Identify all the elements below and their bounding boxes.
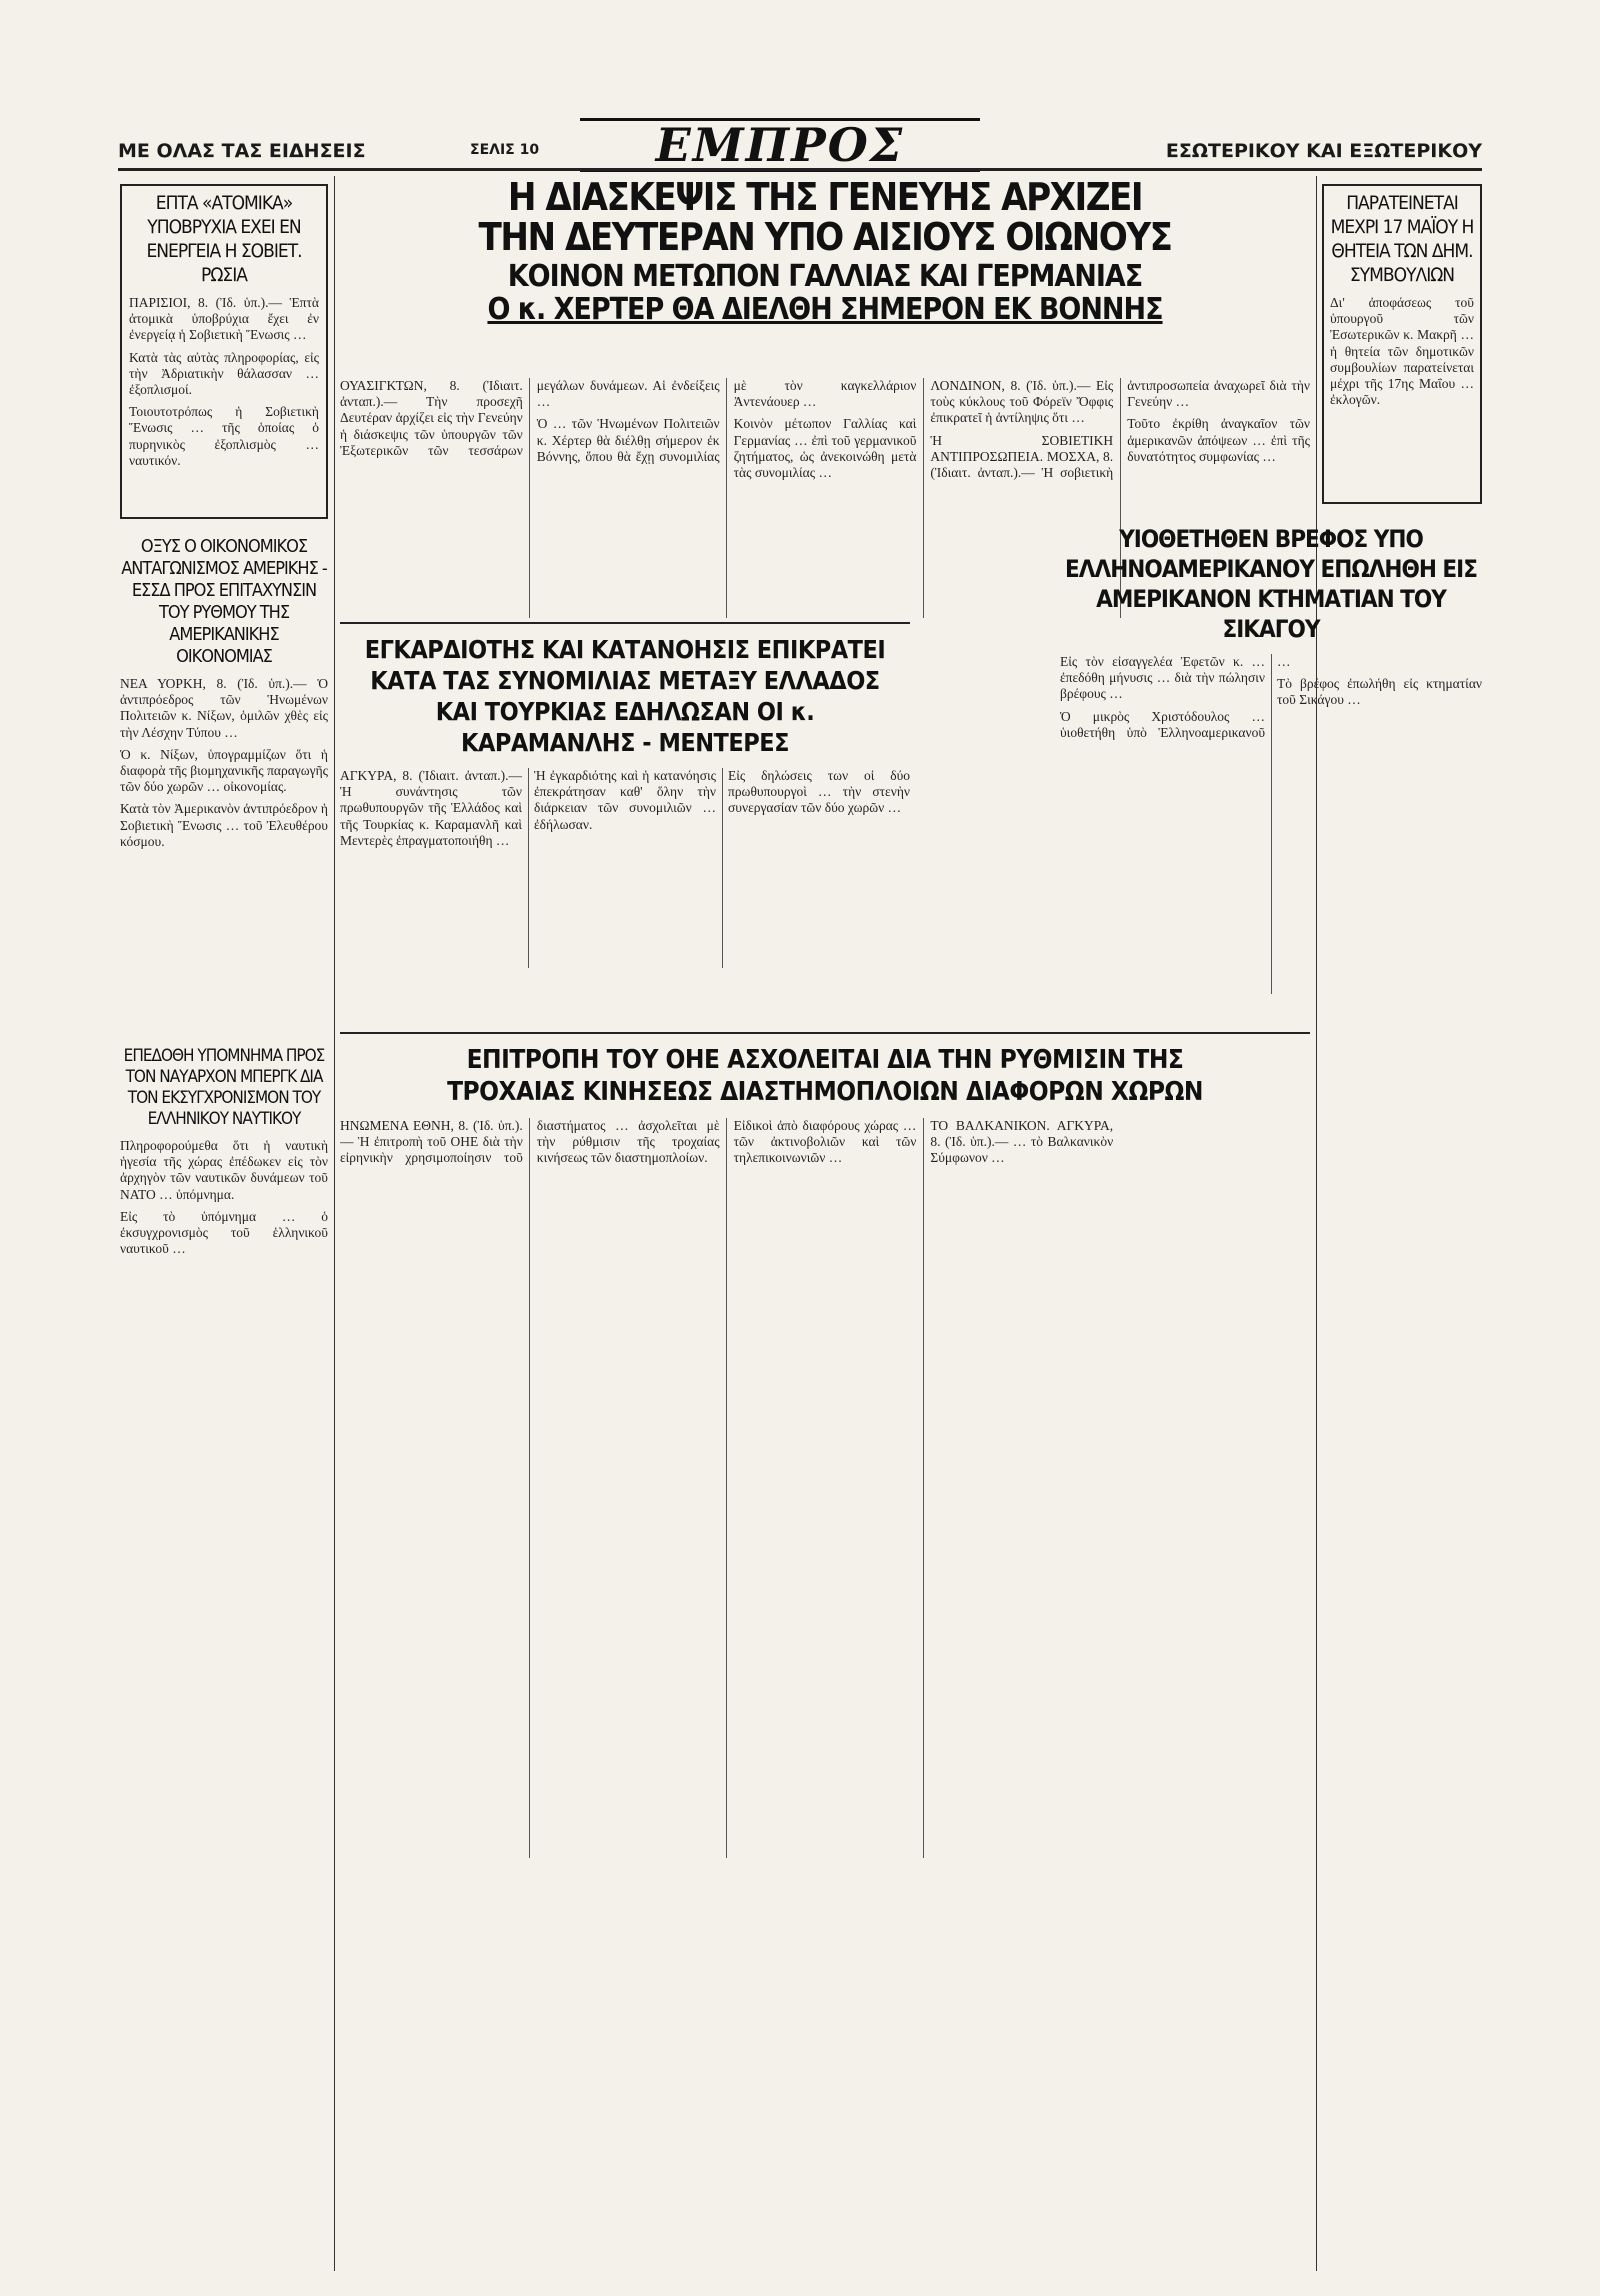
left-box-paragraph: ΠΑΡΙΣΙΟΙ, 8. (Ἰδ. ὑπ.).— Ἑπτὰ ἀτομικὰ ὑποβρύχια ἔχει ἐν ἐνεργείᾳ ἡ Σοβιετικὴ Ἕνωσις … xyxy=(129,295,319,343)
left-story-paragraph: Πληροφορούμεθα ὅτι ἡ ναυτικὴ ἡγεσία τῆς χώρας ἐπέδωκεν εἰς τὸν ἀρχηγὸν τῶν ναυτικῶν δυνάμεων τοῦ ΝΑΤΟ … ὑπόμνημα. xyxy=(120,1138,328,1202)
left-box-paragraph: Τοιουτοτρόπως ἡ Σοβιετικὴ Ἕνωσις … τῆς ὁποίας ὁ πυρηνικὸς ἐξοπλισμὸς … ναυτικόν. xyxy=(129,404,319,468)
right-story-body xyxy=(1060,654,1482,994)
left-story-title: ΟΞΥΣ Ο ΟΙΚΟΝΟΜΙΚΟΣ ΑΝΤΑΓΩΝΙΣΜΟΣ ΑΜΕΡΙΚΗΣ - ΕΣΣΔ ΠΡΟΣ ΕΠΙΤΑΧΥΝΣΙΝ ΤΟΥ ΡΥΘΜΟΥ ΤΗΣ ΑΜΕΡΙΚΑΝΙΚΗΣ ΟΙΚΟΝΟΜΙΑΣ xyxy=(121,536,327,667)
main-paragraph: Ἡ ΣΟΒΙΕΤΙΚΗ ΑΝΤΙΠΡΟΣΩΠΕΙΑ. ΜΟΣΧΑ, 8. (Ἰδιαιτ. ἀνταπ.).— Ἡ σοβιετικὴ ἀντιπροσωπεία ἀναχωρεῖ διὰ τὴν Γενεύην … xyxy=(930,378,1310,481)
main-headline-block xyxy=(340,175,1310,328)
left-story-navy xyxy=(120,1040,328,2270)
un-space-headline: ΕΠΙΤΡΟΠΗ ΤΟΥ ΟΗΕ ΑΣΧΟΛΕΙΤΑΙ ΔΙΑ ΤΗΝ ΡΥΘΜΙΣΙΝ ΤΗΣ ΤΡΟΧΑΙΑΣ ΚΙΝΗΣΕΩΣ ΔΙΑΣΤΗΜΟΠΛΟΙΩΝ ΔΙΑΦΟΡΩΝ ΧΩΡΩΝ xyxy=(447,1045,1203,1107)
left-story-paragraph: Εἰς τὸ ὑπόμνημα … ὁ ἐκσυγχρονισμὸς τοῦ ἑλληνικοῦ ναυτικοῦ … xyxy=(120,1208,328,1257)
masthead: ΕΜΠΡΟΣ xyxy=(580,118,980,172)
greece-turkey-headline: ΕΓΚΑΡΔΙΟΤΗΣ ΚΑΙ ΚΑΤΑΝΟΗΣΙΣ ΕΠΙΚΡΑΤΕΙ ΚΑΤΑ ΤΑΣ ΣΥΝΟΜΙΛΙΑΣ ΜΕΤΑΞΥ ΕΛΛΑΔΟΣ ΚΑΙ ΤΟΥΡΚΙΑΣ ΕΔΗΛΩΣΑΝ ΟΙ κ. ΚΑΡΑΜΑΝΛΗΣ - ΜΕΝΤΕΡΕΣ xyxy=(364,635,886,757)
header-left: ΜΕ ΟΛΑΣ ΤΑΣ ΕΙΔΗΣΕΙΣ xyxy=(118,140,366,162)
section-rule xyxy=(340,1032,1310,1034)
greece-turkey-story xyxy=(340,628,910,1028)
un-space-story xyxy=(340,1038,1310,1938)
greece-turkey-paragraph: ΑΓΚΥΡΑ, 8. (Ἰδιαιτ. ἀνταπ.).— Ἡ συνάντησις τῶν πρωθυπουργῶν τῆς Ἑλλάδος καὶ τῆς Τουρκίας κ. Καραμανλῆ καὶ Μεντερὲς ἐπραγματοποιήθη … xyxy=(340,768,522,848)
right-box-paragraph: Δι' ἀποφάσεως τοῦ ὑπουργοῦ τῶν Ἐσωτερικῶν κ. Μακρῆ … ἡ θητεία τῶν δημοτικῶν συμβουλίων παρατείνεται μέχρι τῆς 17ης Μαΐου … ἐκλογῶν. xyxy=(1330,295,1474,408)
un-space-paragraph: ΤΟ ΒΑΛΚΑΝΙΚΟΝ. ΑΓΚΥΡΑ, 8. (Ἰδ. ὑπ.).— … τὸ Βαλκανικὸν Σύμφωνον … xyxy=(930,1118,1114,1166)
main-subheadline: ΚΟΙΝΟΝ ΜΕΤΩΠΟΝ ΓΑΛΛΙΑΣ ΚΑΙ ΓΕΡΜΑΝΙΑΣ xyxy=(507,259,1143,295)
column-rule xyxy=(1316,176,1317,2271)
header-rule xyxy=(118,168,1482,171)
greece-turkey-body xyxy=(340,768,910,968)
main-paragraph: Ὁ … τῶν Ἡνωμένων Πολιτειῶν κ. Χέρτερ θὰ διέλθῃ σήμερον ἐκ Βόννης, ὅπου θὰ ἔχῃ συνομιλίας μὲ τὸν καγκελλάριον Ἀντενάουερ … xyxy=(536,378,917,464)
main-paragraph: Τοῦτο ἐκρίθη ἀναγκαῖον τῶν ἀμερικανῶν ἀπόψεων … ἐπὶ τῆς δυνατότητος συμφωνίας … xyxy=(1127,416,1310,464)
page-number: ΣΕΛΙΣ 10 xyxy=(470,142,540,158)
right-box-title: ΠΑΡΑΤΕΙΝΕΤΑΙ ΜΕΧΡΙ 17 ΜΑΪΟΥ Η ΘΗΤΕΙΑ ΤΩΝ ΔΗΜ. ΣΥΜΒΟΥΛΙΩΝ xyxy=(1330,192,1474,286)
right-box-story xyxy=(1322,184,1482,504)
right-story-baby xyxy=(1060,518,1482,1018)
left-story-paragraph: Κατὰ τὸν Ἀμερικανὸν ἀντιπρόεδρον ἡ Σοβιετικὴ Ἕνωσις … τοῦ Ἐλευθέρου κόσμου. xyxy=(120,801,328,849)
main-paragraph: Κοινὸν μέτωπον Γαλλίας καὶ Γερμανίας … ἐπὶ τοῦ γερμανικοῦ ζητήματος, ὡς ἀνεκοινώθη μετὰ τὰς συνομιλίας … xyxy=(733,416,917,481)
left-box-paragraph: Κατὰ τὰς αὐτὰς πληροφορίας, εἰς τὴν Ἀδριατικὴν θάλασσαν … ἐξοπλισμοί. xyxy=(129,349,319,398)
right-story-paragraph: Τὸ βρέφος ἐπωλήθη εἰς κτηματίαν τοῦ Σικάγου … xyxy=(1277,676,1482,708)
right-story-paragraph: Εἰς τὸν εἰσαγγελέα Ἐφετῶν κ. … ἐπεδόθη μήνυσις … διὰ τὴν πώλησιν βρέφους … xyxy=(1060,654,1265,702)
left-story-paragraph: Ὁ κ. Νίξων, ὑπογραμμίζων ὅτι ἡ διαφορὰ τῆς βιομηχανικῆς παραγωγῆς τῶν δύο χωρῶν … οἰκονομίας. xyxy=(120,746,328,795)
un-space-body xyxy=(340,1118,1310,1858)
left-box-story xyxy=(120,184,328,519)
right-story-paragraph: Ὁ μικρὸς Χριστόδουλος … ὑιοθετήθη ὑπὸ Ἑλληνοαμερικανοῦ … xyxy=(1060,654,1291,740)
left-box-title: ΕΠΤΑ «ΑΤΟΜΙΚΑ» ΥΠΟΒΡΥΧΙΑ ΕΧΕΙ ΕΝ ΕΝΕΡΓΕΙΑ Η ΣΟΒΙΕΤ. ΡΩΣΙΑ xyxy=(146,192,302,286)
column-rule xyxy=(334,176,335,2271)
un-space-paragraph: Εἰδικοὶ ἀπὸ διαφόρους χώρας … τῶν ἀκτινοβολιῶν καὶ τῶν τηλεπικοινωνιῶν … xyxy=(733,1118,917,1166)
section-rule xyxy=(340,622,910,624)
left-story-title: ΕΠΕΔΟΘΗ ΥΠΟΜΝΗΜΑ ΠΡΟΣ ΤΟΝ ΝΑΥΑΡΧΟΝ ΜΠΕΡΓΚ ΔΙΑ ΤΟΝ ΕΚΣΥΓΧΡΟΝΙΣΜΟΝ ΤΟΥ ΕΛΛΗΝΙΚΟΥ ΝΑΥΤΙΚΟΥ xyxy=(123,1046,325,1129)
main-headline-line-2: ΤΗΝ ΔΕΥΤΕΡΑΝ ΥΠΟ ΑΙΣΙΟΥΣ ΟΙΩΝΟΥΣ xyxy=(478,214,1172,259)
right-story-headline: ΥΙΟΘΕΤΗΘΕΝ ΒΡΕΦΟΣ ΥΠΟ ΕΛΛΗΝΟΑΜΕΡΙΚΑΝΟΥ ΕΠΩΛΗΘΗ ΕΙΣ ΑΜΕΡΙΚΑΝΟΝ ΚΤΗΜΑΤΙΑΝ ΤΟΥ ΣΙΚΑΓΟΥ xyxy=(1065,525,1477,643)
greece-turkey-paragraph: Ἡ ἐγκαρδιότης καὶ ἡ κατανόησις ἐπεκράτησαν καθ' ὅλην τὴν διάρκειαν τῶν συνομιλιῶν … ἐδήλωσαν. xyxy=(534,768,716,832)
left-story-economic xyxy=(120,530,328,1040)
un-space-paragraph: ΗΝΩΜΕΝΑ ΕΘΝΗ, 8. (Ἰδ. ὑπ.).— Ἡ ἐπιτροπὴ τοῦ ΟΗΕ διὰ τὴν εἰρηνικὴν χρησιμοποίησιν τοῦ διαστήματος … ἀσχολεῖται μὲ τὴν ρύθμισιν τῆς τροχαίας κινήσεως τῶν διαστημοπλοίων. xyxy=(340,1118,720,1166)
header-right: ΕΣΩΤΕΡΙΚΟΥ ΚΑΙ ΕΞΩΤΕΡΙΚΟΥ xyxy=(1165,140,1482,162)
left-story-paragraph: ΝΕΑ ΥΟΡΚΗ, 8. (Ἰδ. ὑπ.).— Ὁ ἀντιπρόεδρος τῶν Ἡνωμένων Πολιτειῶν κ. Νίξων, ὁμιλῶν χθὲς εἰς τὴν Λέσχην Τύπου … xyxy=(120,676,328,740)
main-subheadline: Ο κ. ΧΕΡΤΕΡ ΘΑ ΔΙΕΛΘΗ ΣΗΜΕΡΟΝ ΕΚ ΒΟΝΝΗΣ xyxy=(487,292,1163,328)
main-headline-line-1: Η ΔΙΑΣΚΕΨΙΣ ΤΗΣ ΓΕΝΕΥΗΣ ΑΡΧΙΖΕΙ xyxy=(507,175,1143,219)
main-paragraph: ΟΥΑΣΙΓΚΤΩΝ, 8. (Ἰδιαιτ. ἀνταπ.).— Τὴν προσεχῆ Δευτέραν ἀρχίζει εἰς τὴν Γενεύην ἡ διάσκεψις τῶν ὑπουργῶν τῶν Ἐξωτερικῶν τῶν τεσσάρων μεγάλων δυνάμεων. Αἱ ἐνδείξεις … xyxy=(340,378,720,458)
main-paragraph: ΛΟΝΔΙΝΟΝ, 8. (Ἰδ. ὑπ.).— Εἰς τοὺς κύκλους τοῦ Φόρεϊν Ὄφφις ἐπικρατεῖ ἡ ἀντίληψις ὅτι … xyxy=(930,378,1114,426)
greece-turkey-paragraph: Εἰς δηλώσεις των οἱ δύο πρωθυπουργοὶ … τὴν στενὴν συνεργασίαν τῶν δύο χωρῶν … xyxy=(728,768,910,816)
